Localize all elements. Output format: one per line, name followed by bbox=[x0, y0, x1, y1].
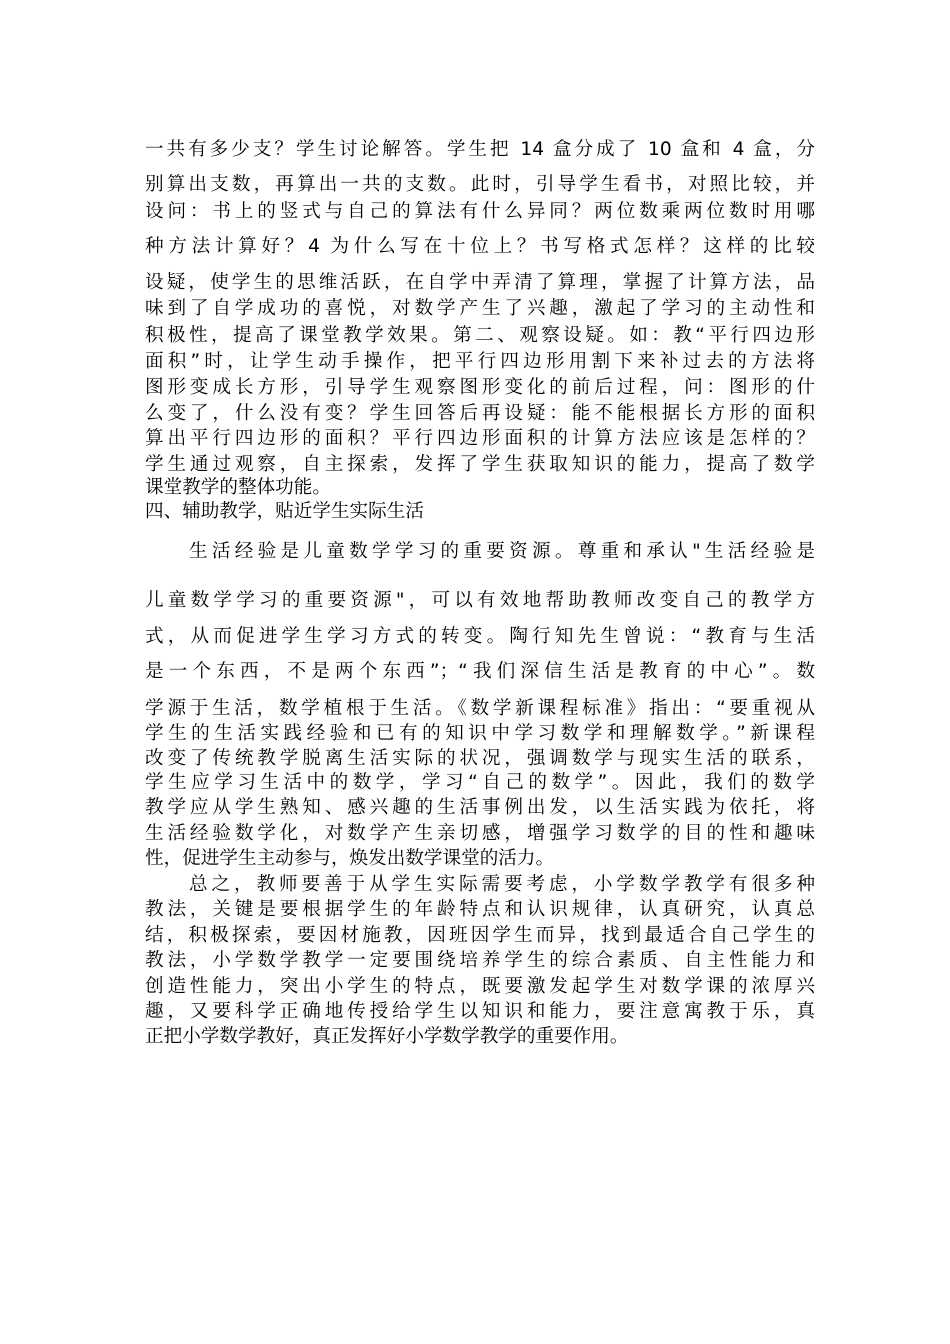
text-line: 学源于生活，数学植根于生活。《数学新课程标准》指出：“要重视从 bbox=[145, 698, 815, 719]
text-line: 教法，小学数学教学一定要围绕培养学生的综合素质、自主性能力和 bbox=[145, 950, 815, 971]
section-heading: 四、辅助教学，贴近学生实际生活 bbox=[145, 501, 424, 522]
text-line: 趣，又要科学正确地传授给学生以知识和能力，要注意寓教于乐，真 bbox=[145, 1001, 815, 1022]
text-line: 课堂教学的整体功能。 bbox=[145, 477, 331, 498]
text-line: 别算出支数，再算出一共的支数。此时，引导学生看书，对照比较，并 bbox=[145, 174, 815, 195]
text-line: 算出平行四边形的面积？平行四边形面积的计算方法应该是怎样的？ bbox=[145, 428, 815, 449]
text-line: 图形变成长方形，引导学生观察图形变化的前后过程，问：图形的什 bbox=[145, 377, 815, 398]
text-line: 种方法计算好？4 为什么写在十位上？书写格式怎样？这样的比较 bbox=[145, 236, 815, 257]
text-line: 式，从而促进学生学习方式的转变。陶行知先生曾说：“教育与生活 bbox=[145, 626, 815, 647]
text-line: 教法，关键是要根据学生的年龄特点和认识规律，认真研究，认真总 bbox=[145, 899, 815, 920]
text-line: 一共有多少支？学生讨论解答。学生把 14 盒分成了 10 盒和 4 盒，分 bbox=[145, 139, 815, 160]
text-line: 么变了，什么没有变？学生回答后再设疑：能不能根据长方形的面积 bbox=[145, 403, 815, 424]
text-line: 创造性能力，突出小学生的特点，既要激发起学生对数学课的浓厚兴 bbox=[145, 976, 815, 997]
text-line: 儿童数学学习的重要资源"，可以有效地帮助教师改变自己的教学方 bbox=[145, 590, 815, 611]
text-line: 正把小学数学教好，真正发挥好小学数学教学的重要作用。 bbox=[145, 1026, 629, 1047]
text-line: 学生的生活实践经验和已有的知识中学习数学和理解数学。”新课程 bbox=[145, 723, 815, 744]
text-line: 设问：书上的竖式与自己的算法有什么异同？两位数乘两位数时用哪 bbox=[145, 201, 815, 222]
text-line: 总之，教师要善于从学生实际需要考虑，小学数学教学有很多种 bbox=[189, 874, 815, 895]
text-line: 生活经验是儿童数学学习的重要资源。尊重和承认"生活经验是 bbox=[189, 541, 815, 562]
text-line: 味到了自学成功的喜悦，对数学产生了兴趣，激起了学习的主动性和 bbox=[145, 298, 815, 319]
text-line: 改变了传统教学脱离生活实际的状况，强调数学与现实生活的联系， bbox=[145, 748, 815, 769]
text-line: 积极性，提高了课堂教学效果。第二、观察设疑。如：教“平行四边形 bbox=[145, 325, 815, 346]
text-line: 学生通过观察，自主探索，发挥了学生获取知识的能力，提高了数学 bbox=[145, 454, 815, 475]
text-line: 结，积极探索，要因材施教，因班因学生而异，找到最适合自己学生的 bbox=[145, 925, 815, 946]
text-line: 设疑，使学生的思维活跃，在自学中弄清了算理，掌握了计算方法，品 bbox=[145, 272, 815, 293]
text-line: 是一个东西，不是两个东西”；“我们深信生活是教育的中心”。数 bbox=[145, 661, 815, 682]
text-line: 学生应学习生活中的数学，学习“自己的数学”。因此，我们的数学 bbox=[145, 772, 815, 793]
text-line: 教学应从学生熟知、感兴趣的生活事例出发，以生活实践为依托，将 bbox=[145, 797, 815, 818]
text-line: 面积”时，让学生动手操作，把平行四边形用割下来补过去的方法将 bbox=[145, 351, 815, 372]
text-line: 性，促进学生主动参与，焕发出数学课堂的活力。 bbox=[145, 848, 555, 869]
text-line: 生活经验数学化，对数学产生亲切感，增强学习数学的目的性和趣味 bbox=[145, 823, 815, 844]
document-body bbox=[145, 0, 815, 1344]
